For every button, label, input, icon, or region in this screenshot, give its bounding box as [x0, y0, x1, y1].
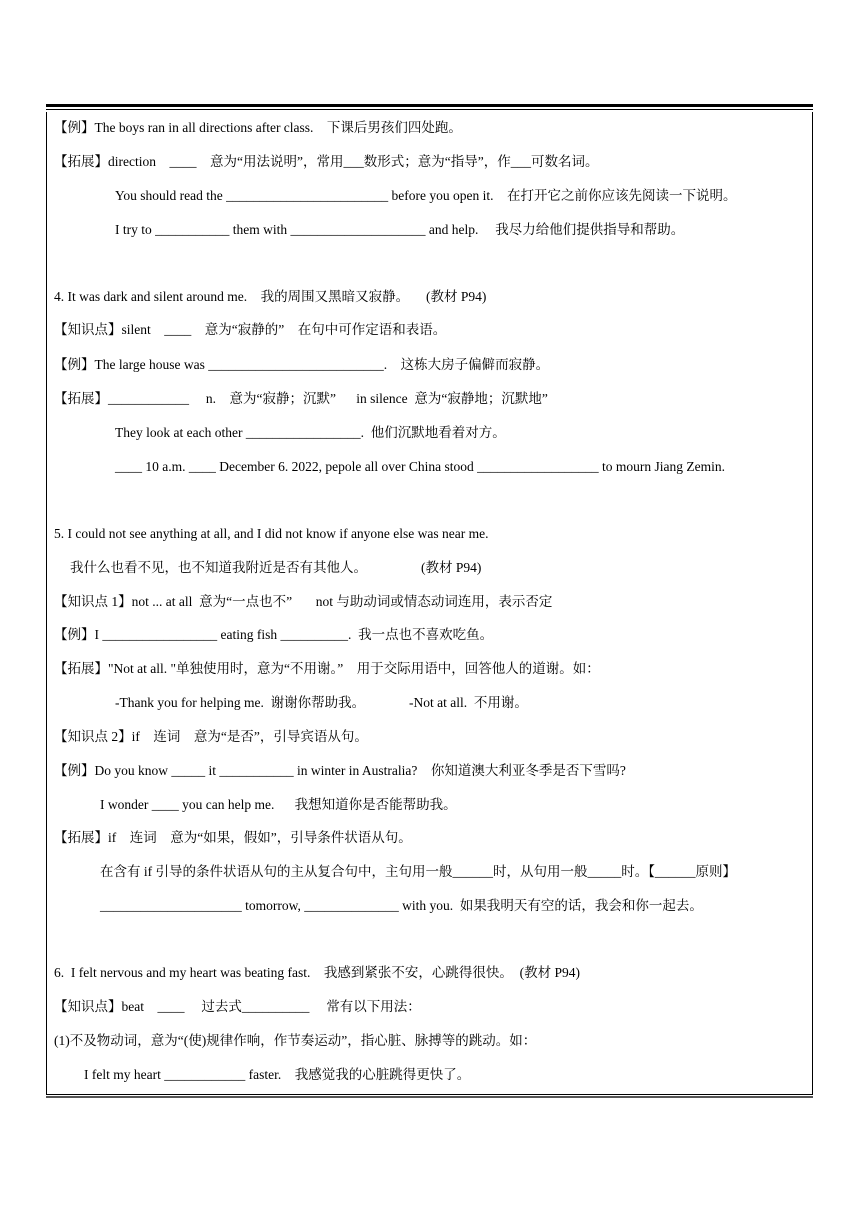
extension-if: 【拓展】if 连词 意为“如果，假如”，引导条件状语从句。 [54, 830, 412, 845]
knowledge-silent: 【知识点】silent ____ 意为“寂静的” 在句中可作定语和表语。 [54, 322, 447, 337]
sentence-5: 5. I could not see anything at all, and I did not know if anyone else was near me. [54, 526, 489, 541]
bottom-rule-thin [46, 1094, 813, 1095]
example-not-at-all: 【例】I _________________ eating fish __________. 我一点也不喜欢吃鱼。 [54, 627, 494, 642]
rule-conditional: 在含有 if 引导的条件状语从句的主从复合句中，主句用一般______时，从句用一般_____时。【______原则】 [100, 864, 736, 879]
exercise-instructions: You should read the ________________________ before you open it. 在打开它之前你应该先阅读一下说明。 [115, 188, 737, 203]
exercise-in-silence: They look at each other _________________. 他们沉默地看着对方。 [115, 425, 506, 440]
example-beat: I felt my heart ____________ faster. 我感觉我的心脏跳得更快了。 [84, 1067, 471, 1082]
example-silent: 【例】The large house was __________________________. 这栋大房子偏僻而寂静。 [54, 357, 550, 372]
sentence-4: 4. It was dark and silent around me. 我的周围又黑暗又寂静。 (教材 P94) [54, 289, 487, 304]
extension-direction: 【拓展】direction ____ 意为“用法说明”，常用___数形式；意为“指导”，作___可数名词。 [54, 154, 599, 169]
extension-silence: 【拓展】____________ n. 意为“寂静；沉默” in silence 意为“寂静地；沉默地” [54, 391, 548, 406]
top-rule-thin [46, 109, 813, 110]
example-if-wonder: I wonder ____ you can help me. 我想知道你是否能帮助我。 [100, 797, 457, 812]
exercise-guidance: I try to ___________ them with ____________________ and help. 我尽力给他们提供指导和帮助。 [115, 222, 685, 237]
extension-not-at-all: 【拓展】"Not at all. "单独使用时，意为“不用谢。” 用于交际用语中，回答他人的道谢。如： [54, 661, 600, 676]
example-if: 【例】Do you know _____ it ___________ in winter in Australia? 你知道澳大利亚冬季是否下雪吗? [54, 763, 626, 778]
knowledge-if: 【知识点 2】if 连词 意为“是否”，引导宾语从句。 [54, 729, 368, 744]
exercise-mourn: ____ 10 a.m. ____ December 6. 2022, pepole all over China stood __________________ to mourn Jiang Zemin. [115, 459, 726, 474]
dialog-not-at-all: -Thank you for helping me. 谢谢你帮助我。 -Not at all. 不用谢。 [115, 695, 528, 710]
sentence-6: 6. I felt nervous and my heart was beating fast. 我感到紧张不安，心跳得很快。 (教材 P94) [54, 965, 581, 980]
example-directions: 【例】The boys ran in all directions after class. 下课后男孩们四处跑。 [54, 120, 462, 135]
knowledge-not-at-all: 【知识点 1】not ... at all 意为“一点也不” not 与助动词或情态动词连用，表示否定 [54, 594, 553, 609]
knowledge-beat: 【知识点】beat ____ 过去式__________ 常有以下用法： [54, 999, 421, 1014]
sentence-5-translation: 我什么也看不见，也不知道我附近是否有其他人。 (教材 P94) [70, 560, 482, 575]
usage-beat-1: (1)不及物动词，意为“(使)规律作响，作节奏运动”，指心脏、脉搏等的跳动。如： [54, 1033, 537, 1048]
bottom-rule-thick [46, 1096, 813, 1098]
top-rule-thick [46, 104, 813, 107]
exercise-conditional: _____________________ tomorrow, ______________ with you. 如果我明天有空的话，我会和你一起去。 [100, 898, 703, 913]
